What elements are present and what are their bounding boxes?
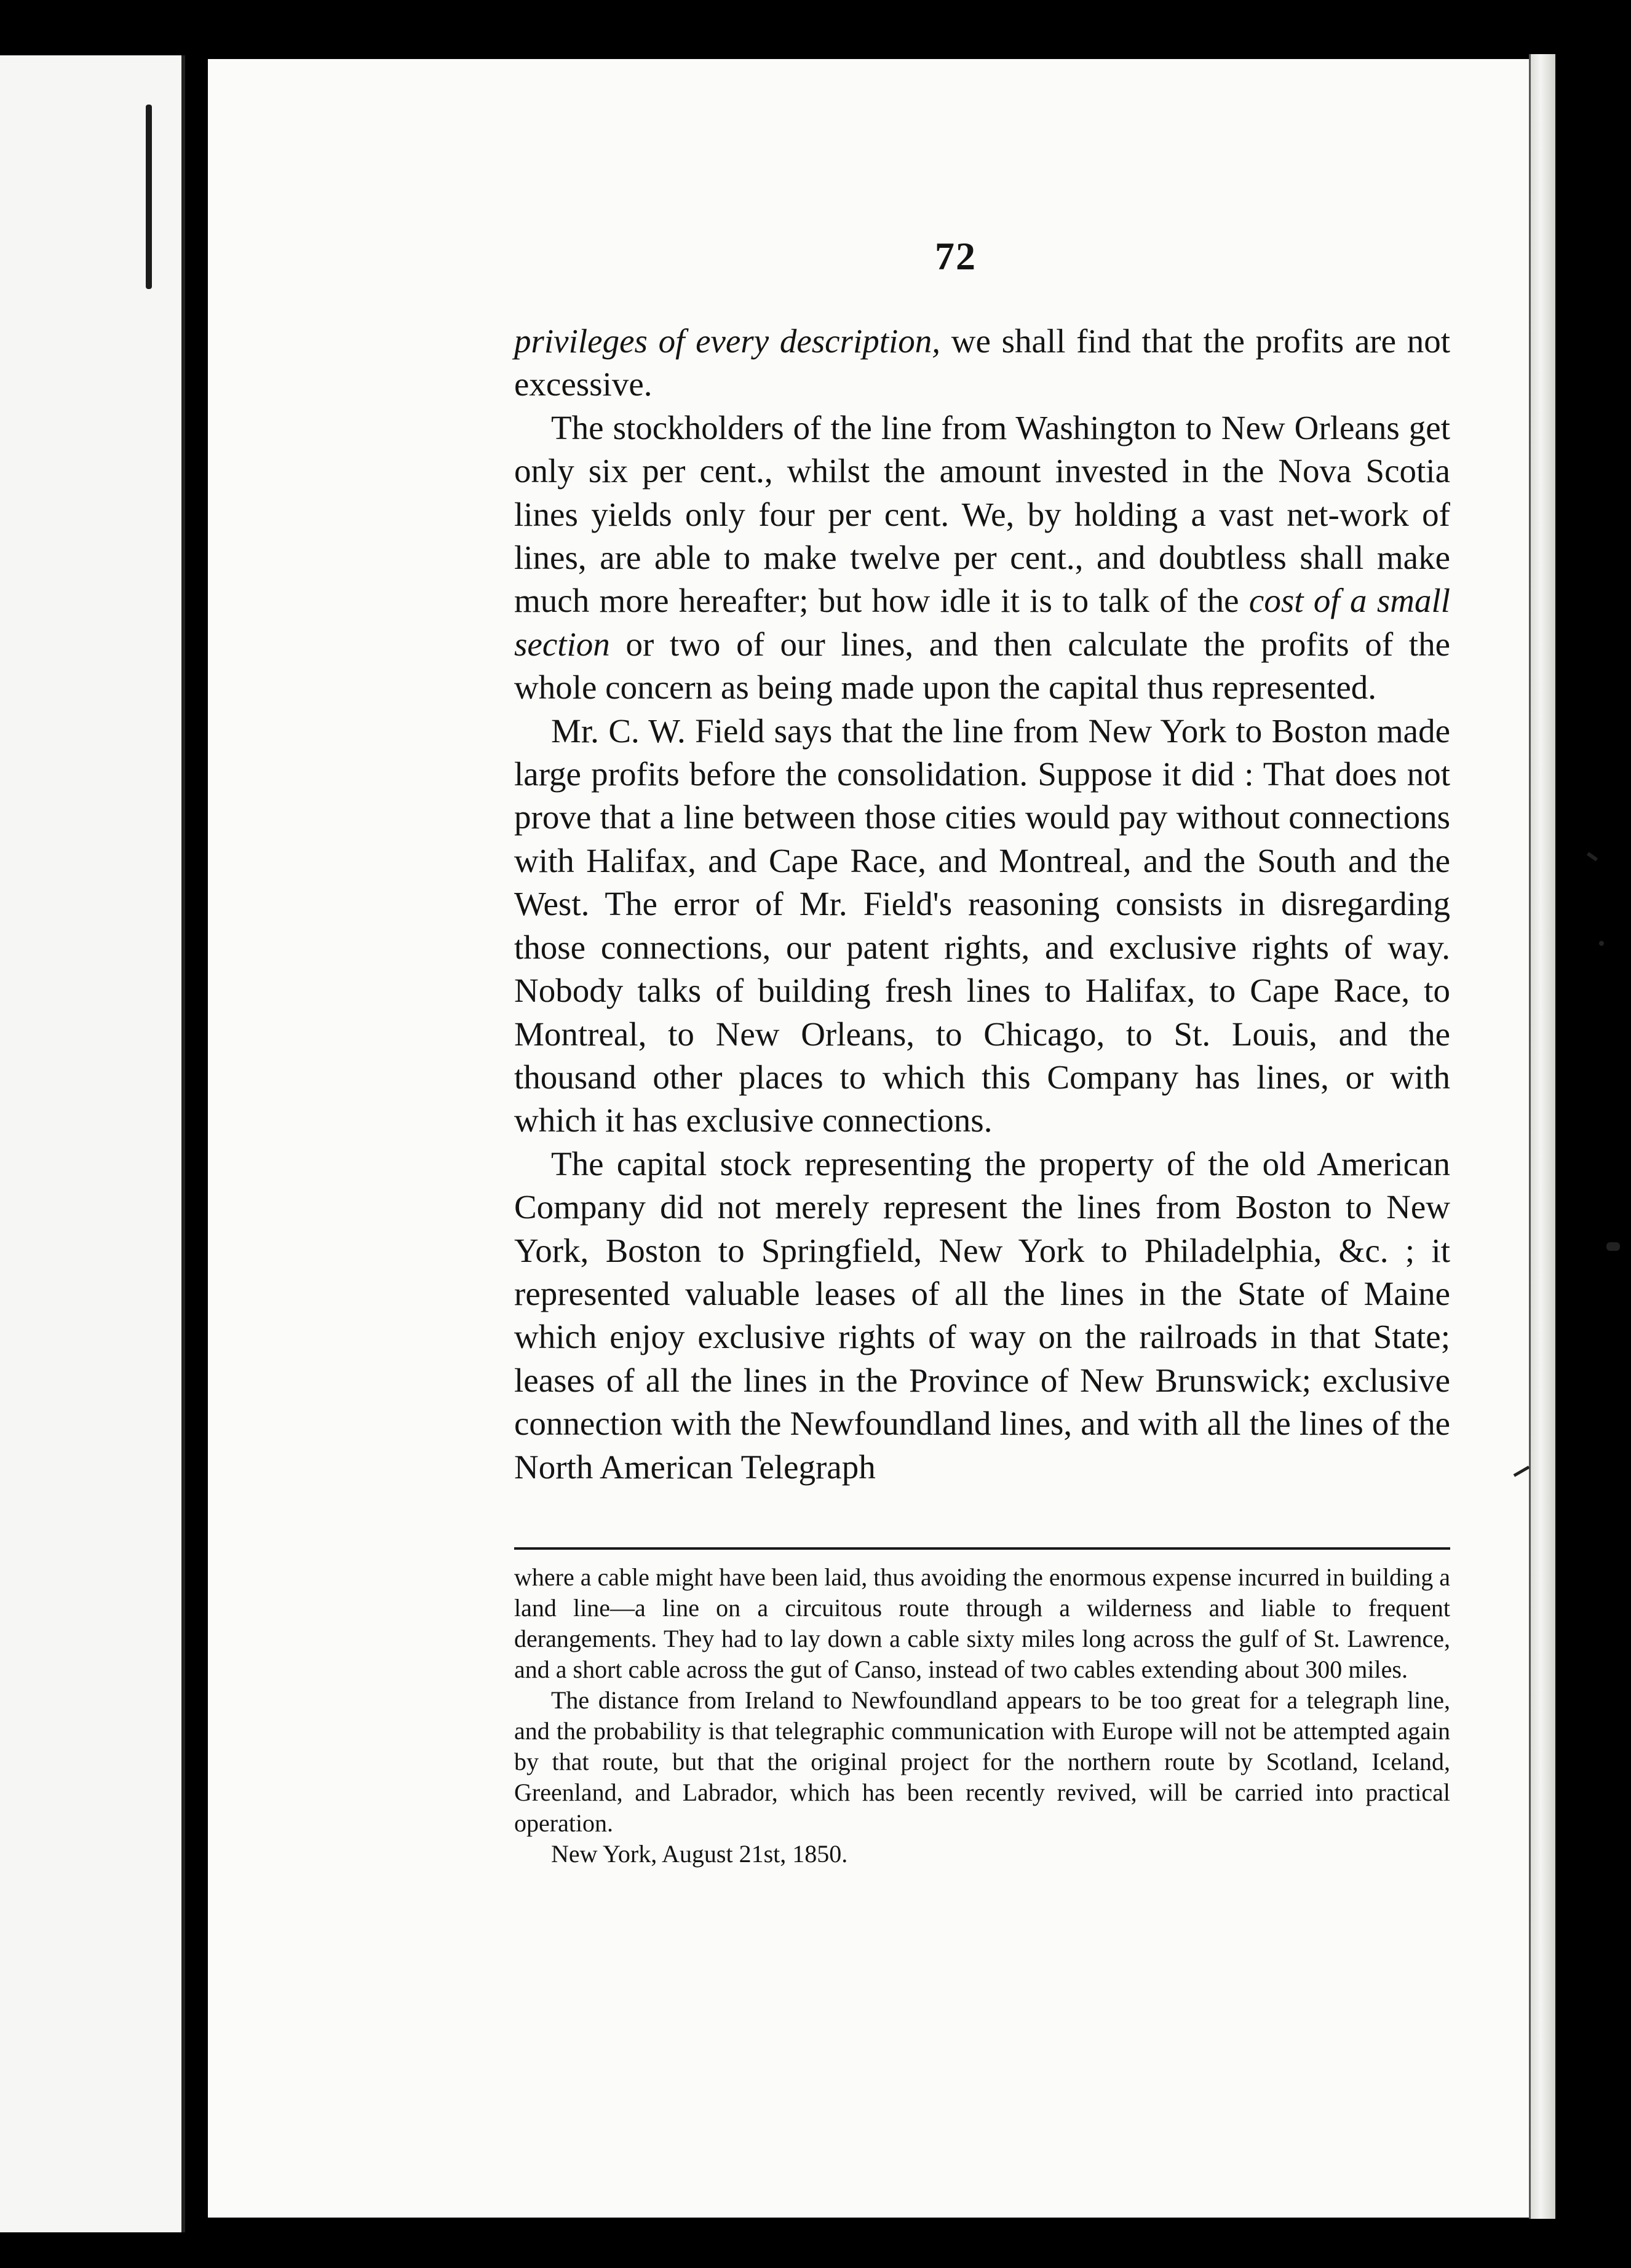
scan-speck <box>1599 941 1604 946</box>
scan-speck <box>1606 1242 1620 1251</box>
italic-phrase: privileges of every description, <box>514 322 941 360</box>
page-number: 72 <box>935 234 977 278</box>
footnote-date-line: New York, August 21st, 1850. <box>551 1840 848 1868</box>
footnote-block <box>514 1562 1450 1870</box>
footnote-paragraph-2: The distance from Ireland to Newfoundland appears to be too great for a telegraph line, and the probability is that telegraphic communication with Europe will not be attempted again by that route, but that the original project for the northern route by Scotland, Iceland, Greenland, and Labrador, which has been recently revived, will be carried into practical operation. <box>514 1686 1450 1837</box>
paragraph-4: The capital stock representing the property of the old American Company did not merely represent the lines from Boston to New York, Boston to Springfield, New York to Philadelphia, &c. ; it represented valuable leases of all the lines in the State of Maine which enjoy exclusive rights of way on the railroads in that State; leases of all the lines in the Province of New Brunswick; exclusive connection with the Newfoundland lines, and with all the lines of the North American Telegraph <box>514 1144 1450 1486</box>
paragraph-3: Mr. C. W. Field says that the line from New York to Boston made large profits before the consolidation. Suppose it did : That does not prove that a line between those cities would pay without connections with Halifax, and Cape Race, and Montreal, and the South and the West. The error of Mr. Field's reasoning consists in disregarding those connections, our patent rights, and exclusive rights of way. Nobody talks of building fresh lines to Halifax, to Cape Race, to Montreal, to New Orleans, to Chicago, to St. Louis, and the thousand other places to which this Company has lines, or with which it has exclusive connections. <box>514 712 1450 1140</box>
paragraph-2: The stockholders of the line from Washington to New Orleans get only six per cent., whilst the amount invested in the Nova Scotia lines yields only four per cent. We, by holding a vast net-work of lines, are able to make twelve per cent., and doubtless shall make much more hereafter; but how idle it is to talk of the cost of a small section or two of our lines, and then calculate the profits of the whole concern as being made upon the capital thus represented. <box>514 408 1451 707</box>
footnote-divider <box>514 1547 1450 1550</box>
page-stack-edge <box>1529 54 1555 2219</box>
scan-speck <box>1587 852 1598 861</box>
binding-shadow <box>146 105 152 289</box>
italic-phrase: cost of a small section <box>514 582 1451 663</box>
footnote-paragraph-1: where a cable might have been laid, thus avoiding the enormous expense incurred in building a land line—a line on a circuitous route through a wilderness and liable to frequent derangements. They had to lay down a cable sixty miles long across the gulf of St. Lawrence, and a short cable across the gut of Canso, instead of two cables extending about 300 miles. <box>514 1563 1450 1683</box>
paragraph-1: privileges of every description, we shall find that the profits are not excessive. <box>514 322 1450 403</box>
main-text <box>514 320 1450 1489</box>
facing-page-edge <box>0 55 185 2232</box>
